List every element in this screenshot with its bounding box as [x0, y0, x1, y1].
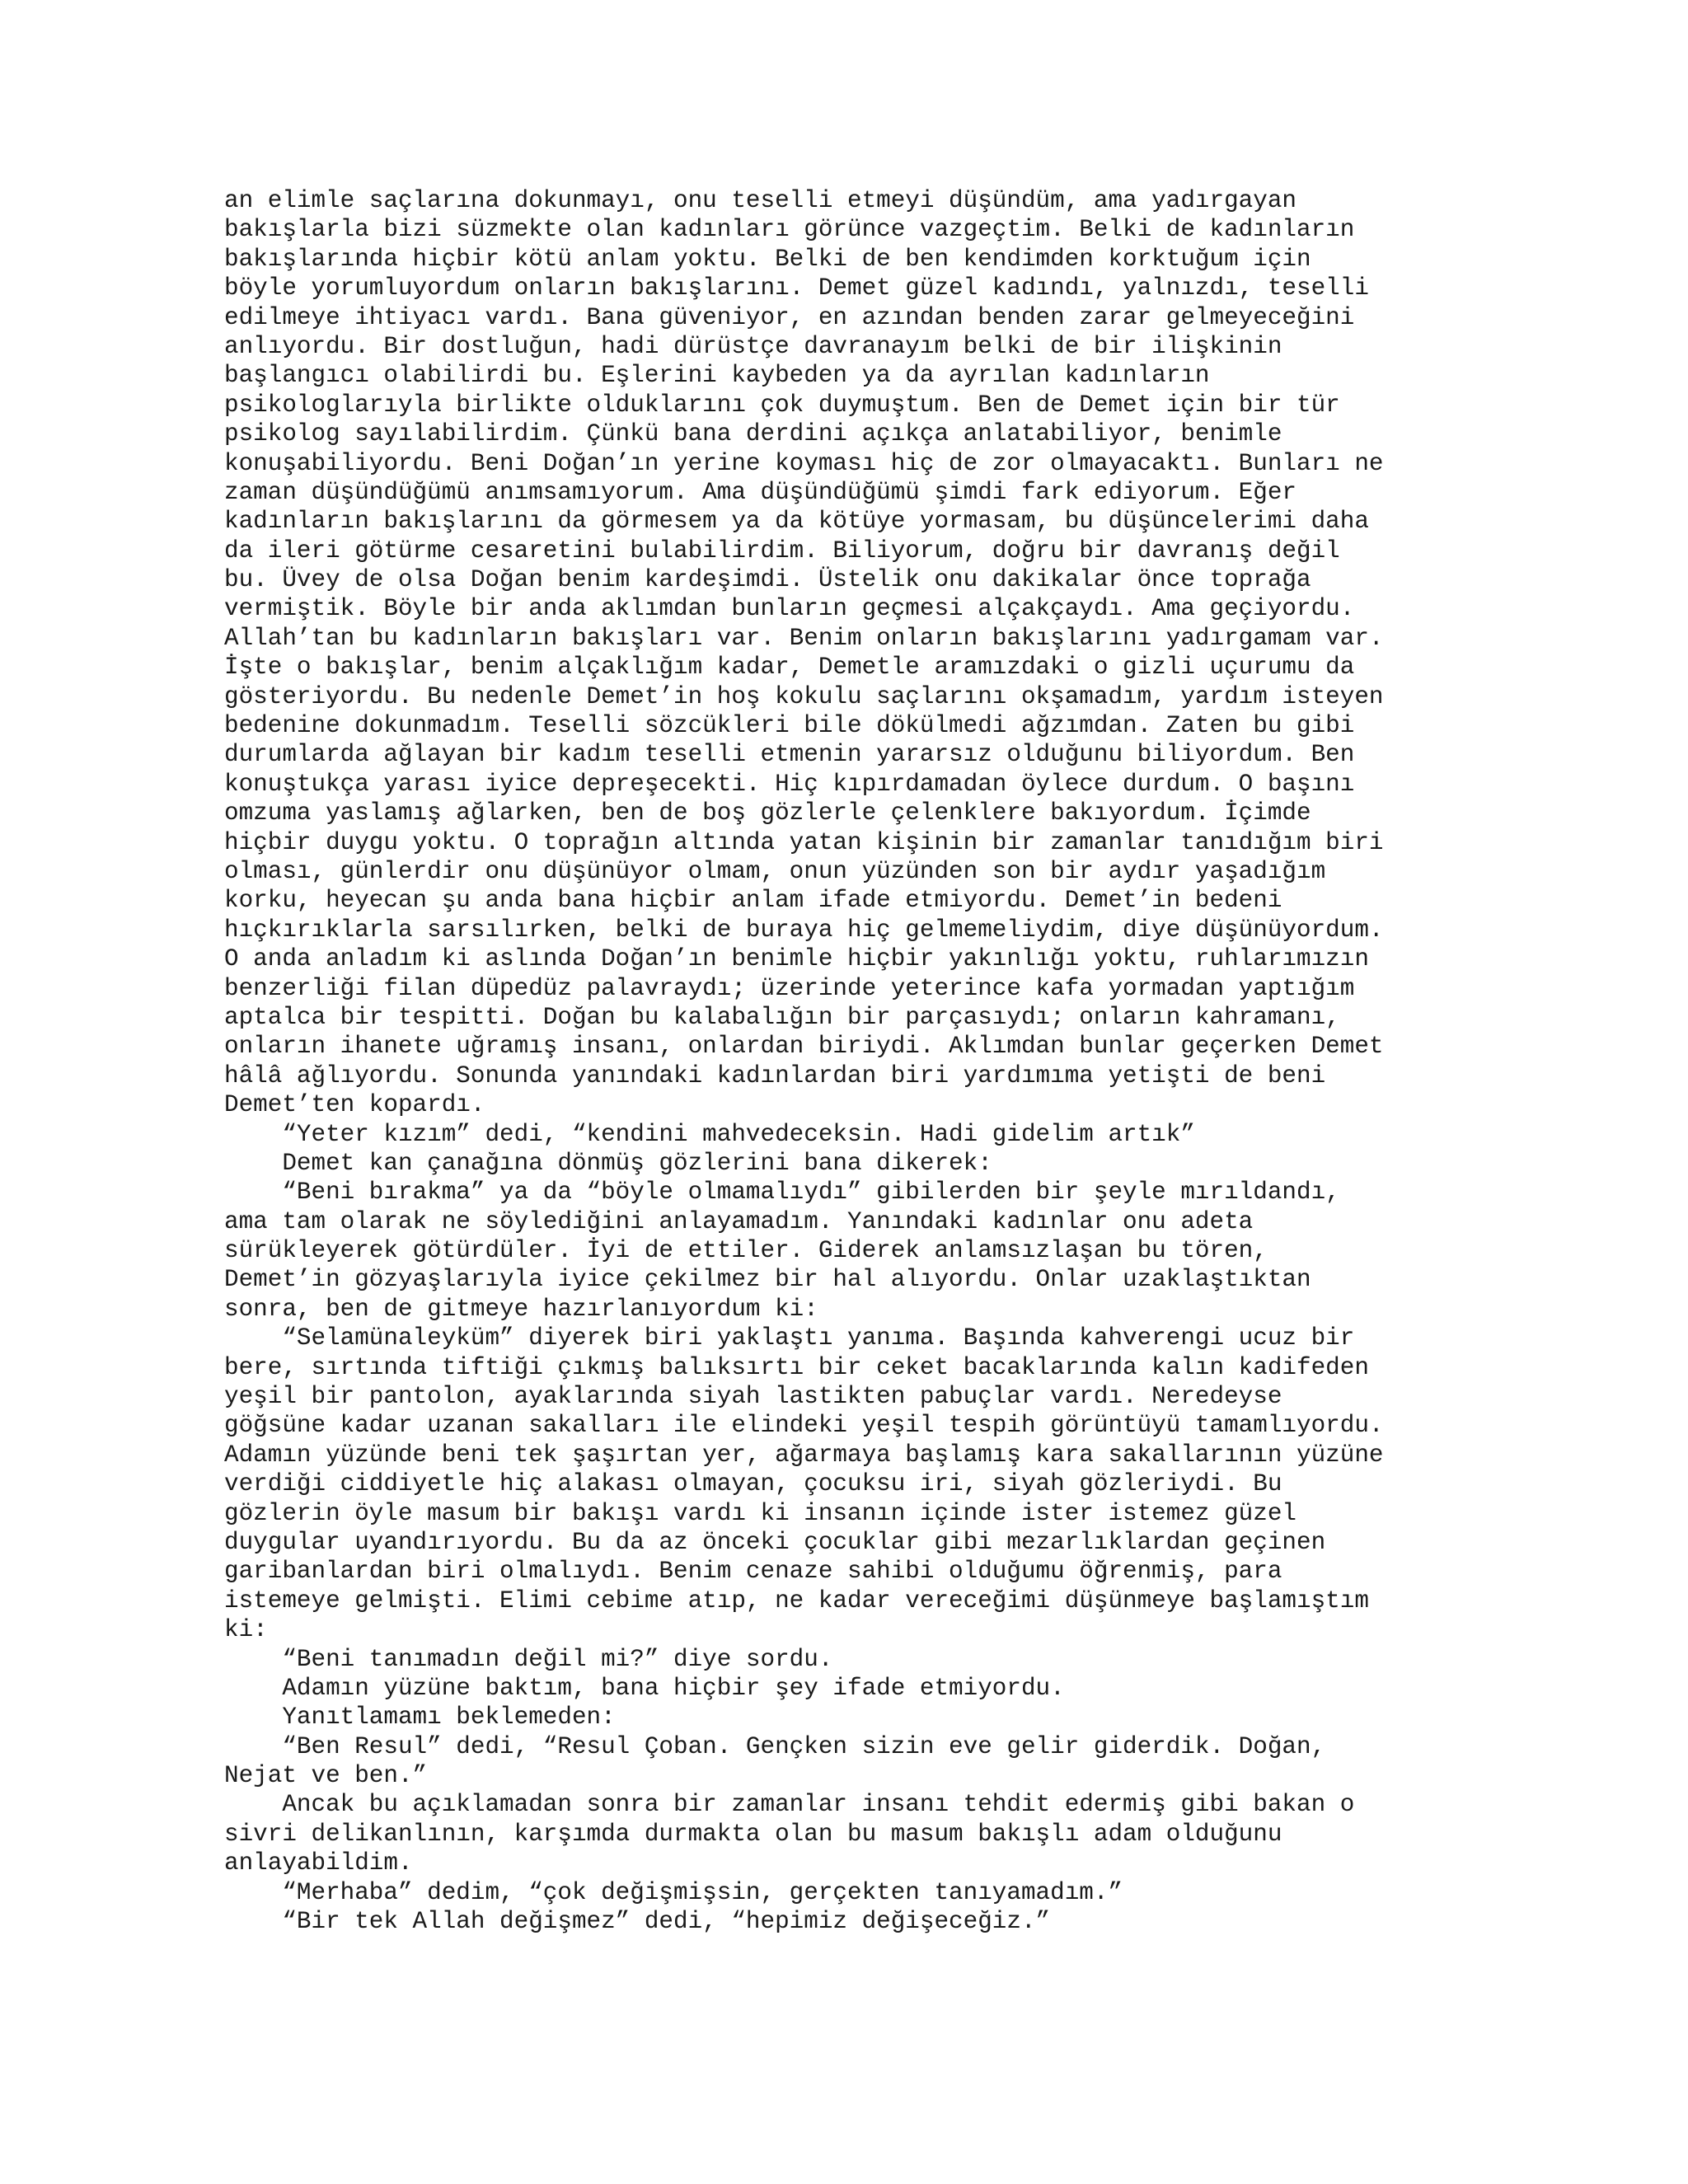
text-line: bere, sırtında tiftiği çıkmış balıksırtı bir ceket bacaklarında kalın kadifeden — [224, 1353, 1369, 1381]
text-line: Demet kan çanağına dönmüş gözlerini bana dikerek: — [224, 1149, 992, 1177]
body-text — [224, 186, 1477, 1936]
text-line: hıçkırıklarla sarsılırken, belki de buraya hiç gelmemeliydim, diye düşünüyordum. — [224, 916, 1384, 944]
text-line: omzuma yaslamış ağlarken, ben de boş gözlerle çelenklere bakıyordum. İçimde — [224, 799, 1311, 827]
text-line: gözlerin öyle masum bir bakışı vardı ki insanın içinde ister istemez güzel — [224, 1499, 1296, 1527]
text-line: bakışlarla bizi süzmekte olan kadınları görünce vazgeçtim. Belki de kadınların — [224, 216, 1355, 244]
text-line: da ileri götürme cesaretini bulabilirdim. Biliyorum, doğru bir davranış değil — [224, 537, 1340, 565]
text-line: Allah’tan bu kadınların bakışları var. Benim onların bakışlarını yadırgamam var. — [224, 624, 1384, 652]
text-line: Ancak bu açıklamadan sonra bir zamanlar insanı tehdit edermiş gibi bakan o — [224, 1791, 1355, 1819]
text-line: verdiği ciddiyetle hiç alakası olmayan, çocuksu iri, siyah gözleriydi. Bu — [224, 1470, 1282, 1498]
text-line: başlangıcı olabilirdi bu. Eşlerini kaybeden ya da ayrılan kadınların — [224, 362, 1210, 390]
text-line: bakışlarında hiçbir kötü anlam yoktu. Belki de ben kendimden korktuğum için — [224, 245, 1311, 273]
text-line: zaman düşündüğümü anımsamıyorum. Ama düşündüğümü şimdi fark ediyorum. Eğer — [224, 478, 1296, 506]
text-line: göğsüne kadar uzanan sakalları ile elindeki yeşil tespih görüntüyü tamamlıyordu. — [224, 1412, 1384, 1440]
text-line: “Beni bırakma” ya da “böyle olmamalıydı” gibilerden bir şeyle mırıldandı, — [224, 1179, 1340, 1207]
text-line: anlıyordu. Bir dostluğun, hadi dürüstçe davranayım belki de bir ilişkinin — [224, 332, 1282, 360]
text-line: sürükleyerek götürdüler. İyi de ettiler. Giderek anlamsızlaşan bu tören, — [224, 1237, 1268, 1265]
text-line: “Ben Resul” dedi, “Resul Çoban. Gençken sizin eve gelir giderdik. Doğan, — [224, 1732, 1326, 1760]
text-line: Nejat ve ben.” — [224, 1762, 428, 1790]
text-line: durumlarda ağlayan bir kadım teselli etmenin yararsız olduğunu biliyordum. Ben — [224, 741, 1355, 769]
text-line: an elimle saçlarına dokunmayı, onu teselli etmeyi düşündüm, ama yadırgayan — [224, 187, 1296, 214]
text-line: “Yeter kızım” dedi, “kendini mahvedeceksin. Hadi gidelim artık” — [224, 1120, 1195, 1148]
text-line: Yanıtlamamı beklemeden: — [224, 1704, 616, 1732]
text-line: hiçbir duygu yoktu. O toprağın altında yatan kişinin bir zamanlar tanıdığım biri — [224, 828, 1384, 856]
text-line: hâlâ ağlıyordu. Sonunda yanındaki kadınlardan biri yardımıma yetişti de beni — [224, 1062, 1326, 1090]
text-line: bedenine dokunmadım. Teselli sözcükleri bile dökülmedi ağzımdan. Zaten bu gibi — [224, 712, 1355, 740]
text-line: onların ihanete uğramış insanı, onlardan biriydi. Aklımdan bunlar geçerken Demet — [224, 1033, 1384, 1061]
text-line: istemeye gelmişti. Elimi cebime atıp, ne kadar vereceğimi düşünmeye başlamıştım — [224, 1586, 1369, 1615]
text-line: bu. Üvey de olsa Doğan benim kardeşimdi. Üstelik onu dakikalar önce toprağa — [224, 566, 1311, 594]
text-line: gösteriyordu. Bu nedenle Demet’in hoş kokulu saçlarını okşamadım, yardım isteyen — [224, 682, 1384, 710]
text-line: “Merhaba” dedim, “çok değişmişsin, gerçekten tanıyamadım.” — [224, 1878, 1123, 1906]
text-line: edilmeye ihtiyacı vardı. Bana güveniyor, en azından benden zarar gelmeyeceğini — [224, 303, 1355, 331]
text-line: psikolog sayılabilirdim. Çünkü bana derdini açıkça anlatabiliyor, benimle — [224, 420, 1282, 448]
text-line: İşte o bakışlar, benim alçaklığım kadar, Demetle aramızdaki o gizli uçurumu da — [224, 654, 1355, 682]
text-line: olması, günlerdir onu düşünüyor olmam, onun yüzünden son bir aydır yaşadığım — [224, 857, 1326, 885]
text-line: kadınların bakışlarını da görmesem ya da kötüye yormasam, bu düşüncelerimi daha — [224, 508, 1369, 536]
text-line: anlayabildim. — [224, 1849, 413, 1877]
text-line: böyle yorumluyordum onların bakışlarını. Demet güzel kadındı, yalnızdı, teselli — [224, 274, 1369, 302]
text-line: psikologlarıyla birlikte olduklarını çok duymuştum. Ben de Demet için bir tür — [224, 391, 1340, 419]
text-line: korku, heyecan şu anda bana hiçbir anlam ifade etmiyordu. Demet’in bedeni — [224, 887, 1282, 915]
text-line: ki: — [224, 1616, 268, 1644]
text-line: yeşil bir pantolon, ayaklarında siyah lastikten pabuçlar vardı. Neredeyse — [224, 1383, 1282, 1411]
text-line: Adamın yüzünde beni tek şaşırtan yer, ağarmaya başlamış kara sakallarının yüzüne — [224, 1441, 1384, 1469]
text-line: sonra, ben de gitmeye hazırlanıyordum ki: — [224, 1295, 818, 1323]
text-line: “Selamünaleyküm” diyerek biri yaklaştı yanıma. Başında kahverengi ucuz bir — [224, 1324, 1355, 1352]
text-line: duygular uyandırıyordu. Bu da az önceki çocuklar gibi mezarlıklardan geçinen — [224, 1528, 1326, 1556]
text-line: benzerliği filan düpedüz palavraydı; üzerinde yeterince kafa yormadan yaptığım — [224, 974, 1355, 1002]
text-line: “Bir tek Allah değişmez” dedi, “hepimiz değişeceğiz.” — [224, 1908, 1051, 1936]
text-line: ama tam olarak ne söylediğini anlayamadım. Yanındaki kadınlar onu adeta — [224, 1207, 1254, 1235]
text-line: konuştukça yarası iyice depreşecekti. Hiç kıpırdamadan öylece durdum. O başını — [224, 770, 1355, 798]
text-line: Demet’in gözyaşlarıyla iyice çekilmez bir hal alıyordu. Onlar uzaklaştıktan — [224, 1266, 1311, 1294]
text-line: sivri delikanlının, karşımda durmakta olan bu masum bakışlı adam olduğunu — [224, 1820, 1282, 1848]
text-line: Demet’ten kopardı. — [224, 1091, 485, 1119]
text-line: O anda anladım ki aslında Doğan’ın benimle hiçbir yakınlığı yoktu, ruhlarımızın — [224, 945, 1369, 973]
text-line: garibanlardan biri olmalıydı. Benim cenaze sahibi olduğumu öğrenmiş, para — [224, 1558, 1282, 1586]
text-line: Adamın yüzüne baktım, bana hiçbir şey ifade etmiyordu. — [224, 1674, 1065, 1702]
text-line: vermiştik. Böyle bir anda aklımdan bunların geçmesi alçakçaydı. Ama geçiyordu. — [224, 595, 1355, 623]
text-line: konuşabiliyordu. Beni Doğan’ın yerine koyması hiç de zor olmayacaktı. Bunları ne — [224, 449, 1384, 477]
text-line: “Beni tanımadın değil mi?” diye sordu. — [224, 1645, 833, 1673]
text-line: aptalca bir tespitti. Doğan bu kalabalığın bir parçasıydı; onların kahramanı, — [224, 1003, 1340, 1031]
